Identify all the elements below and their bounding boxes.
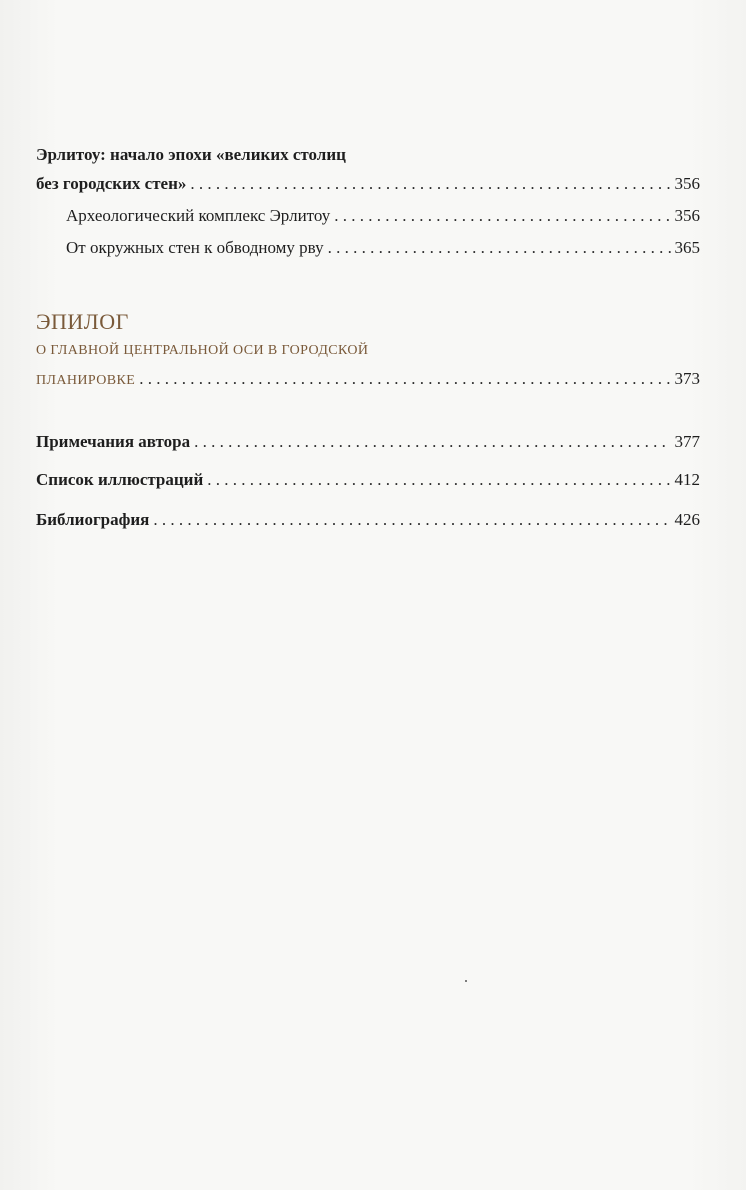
dot-leader — [190, 174, 670, 194]
toc-entry-epilog[interactable] — [36, 369, 700, 391]
page-number: 373 — [674, 369, 700, 388]
toc-subentry-label: Археологический комплекс Эрлитоу — [66, 206, 331, 225]
dot-leader — [194, 432, 670, 452]
toc-entry-author-notes[interactable] — [36, 432, 700, 452]
paper-speck — [465, 980, 467, 982]
toc-entry-erlitou[interactable] — [36, 174, 700, 194]
toc-subentry-archaeological-complex[interactable] — [66, 206, 700, 226]
toc-entry-erlitou-line2: без городских стен» — [36, 174, 187, 193]
page-number: 365 — [674, 238, 700, 257]
dot-leader — [153, 510, 670, 530]
toc-entry-bibliography[interactable] — [36, 510, 700, 530]
epilog-subtitle-line1: О ГЛАВНОЙ ЦЕНТРАЛЬНОЙ ОСИ В ГОРОДСКОЙ — [36, 343, 369, 358]
page-number: 426 — [674, 510, 700, 529]
page-number: 412 — [674, 470, 700, 489]
dot-leader — [328, 238, 671, 258]
toc-entry-label: Примечания автора — [36, 432, 191, 451]
toc-entry-erlitou-line1: Эрлитоу: начало эпохи «великих столиц — [36, 145, 346, 164]
toc-subentry-label: От окружных стен к обводному рву — [66, 238, 324, 257]
dot-leader — [334, 206, 670, 226]
dot-leader — [207, 470, 670, 490]
toc-entry-label: Библиография — [36, 510, 150, 529]
page-number: 356 — [674, 206, 700, 225]
epilog-heading: ЭПИЛОГ — [36, 309, 129, 334]
epilog-subtitle-line2: ПЛАНИРОВКЕ — [36, 373, 136, 388]
page-number: 356 — [674, 174, 700, 193]
dot-leader — [139, 369, 670, 389]
page-number: 377 — [674, 432, 700, 451]
toc-subentry-walls-to-moat[interactable] — [66, 238, 700, 258]
toc-entry-label: Список иллюстраций — [36, 470, 204, 489]
toc-entry-illustrations[interactable] — [36, 470, 700, 490]
